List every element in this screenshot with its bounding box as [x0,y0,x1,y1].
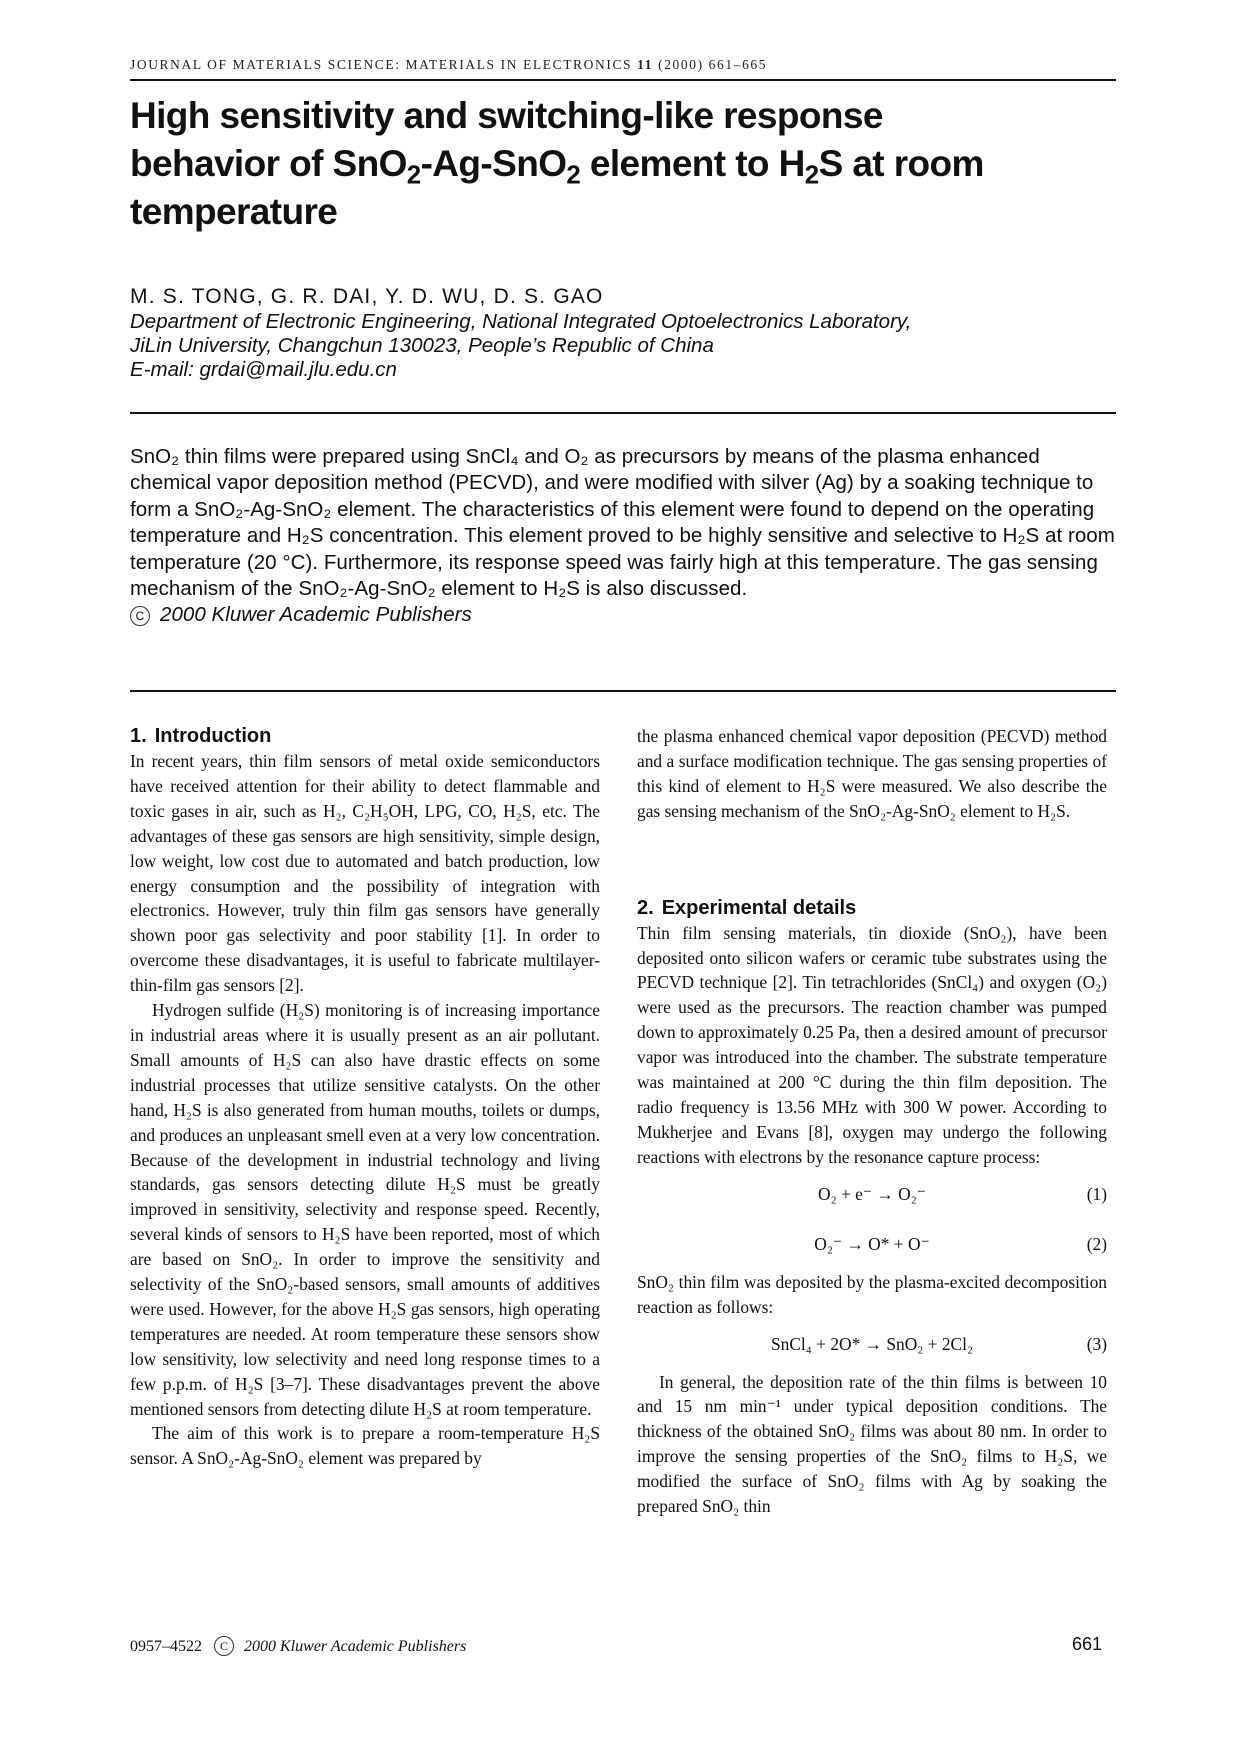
title-line-3: temperature [130,191,338,232]
equation-3: SnCl₄ + 2O* → SnO₂ + 2Cl₂ (3) [637,1320,1107,1370]
footer-left [130,1636,466,1656]
journal-volume: 11 [637,57,654,72]
affiliation-department: Department of Electronic Engineering, National Integrated Optoelectronics Laboratory, [130,310,912,333]
left-column [130,724,600,1471]
equation-number: (2) [1086,1234,1107,1255]
section-heading-experimental: 2. Experimental details [637,896,857,919]
intro-paragraph-3-continued: the plasma enhanced chemical vapor deposition (PECVD) method and a surface modification technique. The gas sensing properties of this kind of element to H₂S were measured. We also describe the gas sensing mechanism of the SnO₂-Ag-SnO₂ element to H₂S. [637,726,1107,821]
intro-paragraph-2: Hydrogen sulfide (H₂S) monitoring is of increasing importance in industrial areas where it is usually present as an air pollutant. Small amounts of H₂S can also have drastic effects on some industrial processes that utilize sensitive catalysts. On the other hand, H₂S is also generated from human mouths, toilets or dumps, and produces an unpleasant smell even at a very low concentration. Because of the development in industrial technology and living standards, gas sensors detecting dilute H₂S must be greatly improved in sensitivity, selectivity and response speed. Recently, several kinds of sensors to H₂S have been reported, most of which are based on SnO₂. In order to improve the sensitivity and selectivity of the SnO₂-based sensors, small amounts of additives were used. However, for the above H₂S gas sensors, high operating temperatures are needed. At room temperature these sensors show low sensitivity, low selectivity and need long response times to a few p.p.m. of H₂S [3–7]. These disadvantages prevent the above mentioned sensors from detecting dilute H₂S at room temperature. [130,1000,600,1419]
author-email[interactable]: E-mail: grdai@mail.jlu.edu.cn [130,358,397,381]
experimental-paragraph-1: Thin film sensing materials, tin dioxide (SnO₂), have been deposited onto silicon wafers or ceramic tube substrates using the PECVD technique [2]. Tin tetrachlorides (SnCl₄) and oxygen (O₂) were used as the precursors. The reaction chamber was pumped down to approximately 0.25 Pa, then a desired amount of precursor vapor was introduced into the chamber. The substrate temperature was maintained at 200 °C during the thin film deposition. The radio frequency is 13.56 MHz with 300 W power. According to Mukherjee and Evans [8], oxygen may undergo the following reactions with electrons by the resonance capture process: [637,922,1107,1167]
experimental-paragraph-3: In general, the deposition rate of the thin films is between 10 and 15 nm min⁻¹ under typical deposition conditions. The thickness of the obtained SnO₂ films was about 80 nm. In order to improve the sensing properties of the SnO₂ films to H₂S, we modified the surface of SnO₂ films with Ag by soaking the prepared SnO₂ thin [637,1371,1107,1517]
title-line-1: High sensitivity and switching-like response [130,95,883,136]
experimental-paragraph-2: SnO₂ thin film was deposited by the plasma-excited decomposition reaction as follows: [637,1271,1107,1317]
journal-name: JOURNAL OF MATERIALS SCIENCE: MATERIALS IN ELECTRONICS [130,57,633,72]
page-number: 661 [1072,1634,1103,1654]
equation-2: O₂⁻ → O* + O⁻ (2) [637,1220,1107,1270]
issn: 0957–4522 [130,1638,202,1655]
equation-number: (3) [1086,1334,1107,1355]
journal-year-pages: (2000) 661–665 [658,57,768,72]
abstract-bottom-rule [130,690,1116,692]
copyright-icon: C [130,606,150,626]
equation-number: (1) [1086,1184,1107,1205]
equation-1: O₂ + e⁻ → O₂⁻ (1) [637,1170,1107,1220]
abstract-text: SnO₂ thin films were prepared using SnCl₄ and O₂ as precursors by means of the plasma enhanced chemical vapor deposition method (PECVD), and were modified with silver (Ag) by a soaking technique to form a SnO₂-Ag-SnO₂ element. The characteristics of this element were found to depend on the operating temperature and H₂S concentration. This element proved to be highly sensitive and selective to H₂S at room temperature (20 °C). Furthermore, its response speed was fairly high at this temperature. The gas sensing mechanism of the SnO₂-Ag-SnO₂ element to H₂S is also discussed. [130,445,1115,601]
section-heading-introduction: 1. Introduction [130,725,272,747]
footer-publisher: 2000 Kluwer Academic Publishers [244,1638,467,1655]
author-list: M. S. TONG, G. R. DAI, Y. D. WU, D. S. GAO [130,285,604,308]
running-head [130,57,767,73]
affiliation-address: JiLin University, Changchun 130023, People’s Republic of China [130,334,714,357]
paper-title [130,92,1130,236]
intro-paragraph-3: The aim of this work is to prepare a room-temperature H₂S sensor. A SnO₂-Ag-SnO₂ element was prepared by [130,1423,600,1469]
copyright-icon: C [214,1636,234,1656]
affiliation [130,310,1110,382]
right-column [637,724,1107,1519]
abstract-copyright: C 2000 Kluwer Academic Publishers [130,602,1116,628]
header-rule [130,79,1116,81]
title-line-2: behavior of SnO$_2$-Ag-SnO$_2$ element to $H_2S$ at room [130,143,984,190]
abstract [130,444,1116,629]
abstract-top-rule [130,412,1116,414]
intro-paragraph-1: In recent years, thin film sensors of metal oxide semiconductors have received attention for their ability to detect flammable and toxic gases in air, such as H₂, C₂H₅OH, LPG, CO, H₂S, etc. The advantages of these gas sensors are high sensitivity, simple design, low weight, low cost due to automated and batch production, low energy consumption and the possibility of integration with electronics. However, truly thin film gas sensors have generally shown poor gas selectivity and poor stability [1]. In order to overcome these disadvantages, it is useful to fabricate multilayer-thin-film gas sensors [2]. [130,751,600,996]
